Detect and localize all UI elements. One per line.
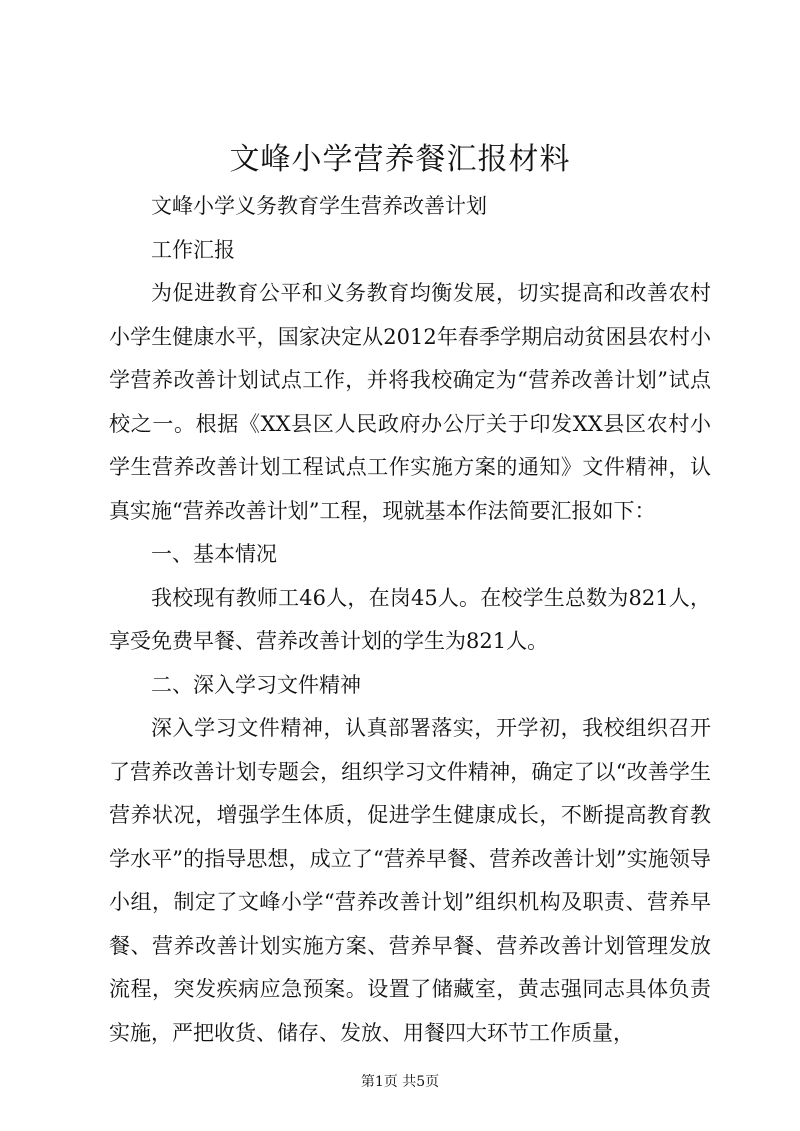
section-heading: 二、深入学习文件精神 (151, 672, 361, 697)
subtitle-line: 文峰小学义务教育学生营养改善计划 (151, 194, 487, 218)
document-title: 文峰小学营养餐汇报材料 (229, 142, 571, 177)
document-body (109, 185, 711, 1055)
page-footer: 第1页 共5页 (360, 1074, 440, 1090)
body-paragraph: 我校现有教师工46人，在岗45人。在校学生总数为821人，享受免费早餐、营养改善计划的学生为821人。 (109, 585, 711, 653)
body-paragraph: 为促进教育公平和义务教育均衡发展，切实提高和改善农村小学生健康水平，国家决定从2012年春季学期启动贫困县农村小学营养改善计划试点工作，并将我校确定为“营养改善计划”试点校之一。根据《XX县区人民政府办公厅关于印发XX县区农村小学生营养改善计划工程试点工作实施方案的通知》文件精神，认真实施“营养改善计划”工程，现就基本作法简要汇报如下： (109, 281, 711, 523)
subtitle-line: 工作汇报 (151, 237, 235, 262)
body-paragraph: 深入学习文件精神，认真部署落实，开学初，我校组织召开了营养改善计划专题会，组织学习文件精神，确定了以“改善学生营养状况，增强学生体质，促进学生健康成长，不断提高教育教学水平”的指导思想，成立了“营养早餐、营养改善计划”实施领导小组，制定了文峰小学“营养改善计划”组织机构及职责、营养早餐、营养改善计划实施方案、营养早餐、营养改善计划管理发放流程，突发疾病应急预案。设置了储藏室，黄志强同志具体负责实施，严把收货、储存、发放、用餐四大环节工作质量， (109, 716, 711, 1045)
section-heading: 一、基本情况 (151, 542, 277, 566)
